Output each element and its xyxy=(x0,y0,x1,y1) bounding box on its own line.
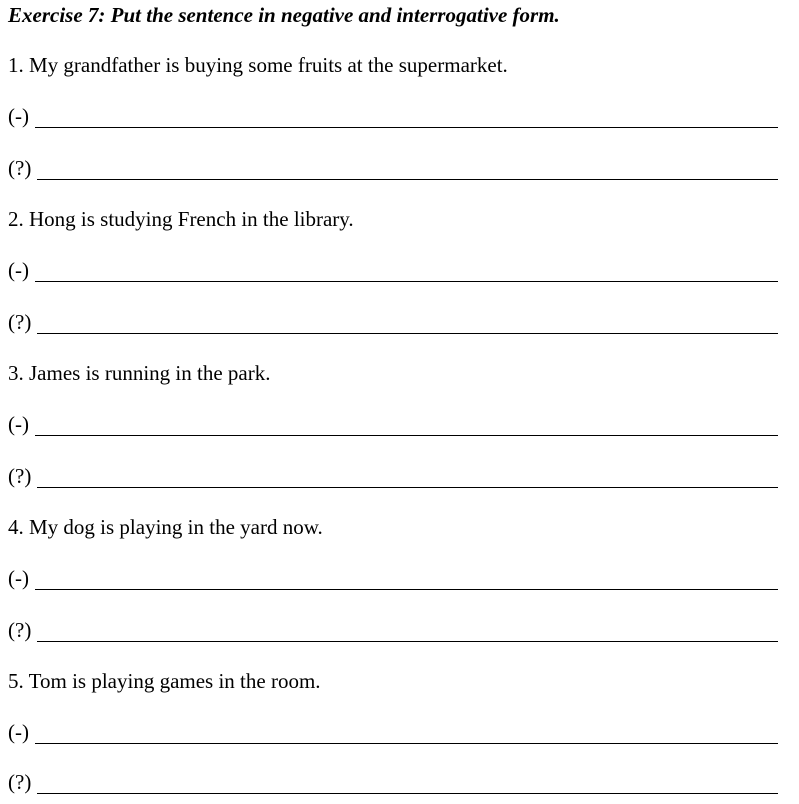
question-answer-blank-2[interactable] xyxy=(37,333,778,334)
negative-marker: (-) xyxy=(8,258,29,282)
negative-marker: (-) xyxy=(8,412,29,436)
negative-answer-row-3 xyxy=(8,410,778,438)
exercise-title: Exercise 7: Put the sentence in negative and interrogative form. xyxy=(8,3,560,27)
negative-marker: (-) xyxy=(8,566,29,590)
question-answer-row-2 xyxy=(8,308,778,336)
question-answer-blank-1[interactable] xyxy=(37,179,778,180)
sentence-2: 2. Hong is studying French in the library. xyxy=(8,207,354,231)
negative-marker: (-) xyxy=(8,720,29,744)
negative-answer-row-5 xyxy=(8,718,778,746)
question-marker: (?) xyxy=(8,310,32,334)
question-marker: (?) xyxy=(8,770,32,794)
sentence-4: 4. My dog is playing in the yard now. xyxy=(8,515,323,539)
negative-answer-row-4 xyxy=(8,564,778,592)
question-answer-blank-4[interactable] xyxy=(37,641,778,642)
question-answer-blank-3[interactable] xyxy=(37,487,778,488)
negative-answer-blank-4[interactable] xyxy=(35,589,778,590)
sentence-1: 1. My grandfather is buying some fruits at the supermarket. xyxy=(8,53,508,77)
negative-answer-row-2 xyxy=(8,256,778,284)
question-marker: (?) xyxy=(8,156,32,180)
negative-answer-blank-1[interactable] xyxy=(35,127,778,128)
negative-answer-blank-3[interactable] xyxy=(35,435,778,436)
question-answer-row-3 xyxy=(8,462,778,490)
question-marker: (?) xyxy=(8,618,32,642)
negative-answer-blank-5[interactable] xyxy=(35,743,778,744)
question-answer-row-5 xyxy=(8,768,778,796)
sentence-5: 5. Tom is playing games in the room. xyxy=(8,669,321,693)
sentence-3: 3. James is running in the park. xyxy=(8,361,271,385)
negative-answer-row-1 xyxy=(8,102,778,130)
negative-marker: (-) xyxy=(8,104,29,128)
question-answer-row-4 xyxy=(8,616,778,644)
question-answer-blank-5[interactable] xyxy=(37,793,778,794)
question-marker: (?) xyxy=(8,464,32,488)
question-answer-row-1 xyxy=(8,154,778,182)
negative-answer-blank-2[interactable] xyxy=(35,281,778,282)
